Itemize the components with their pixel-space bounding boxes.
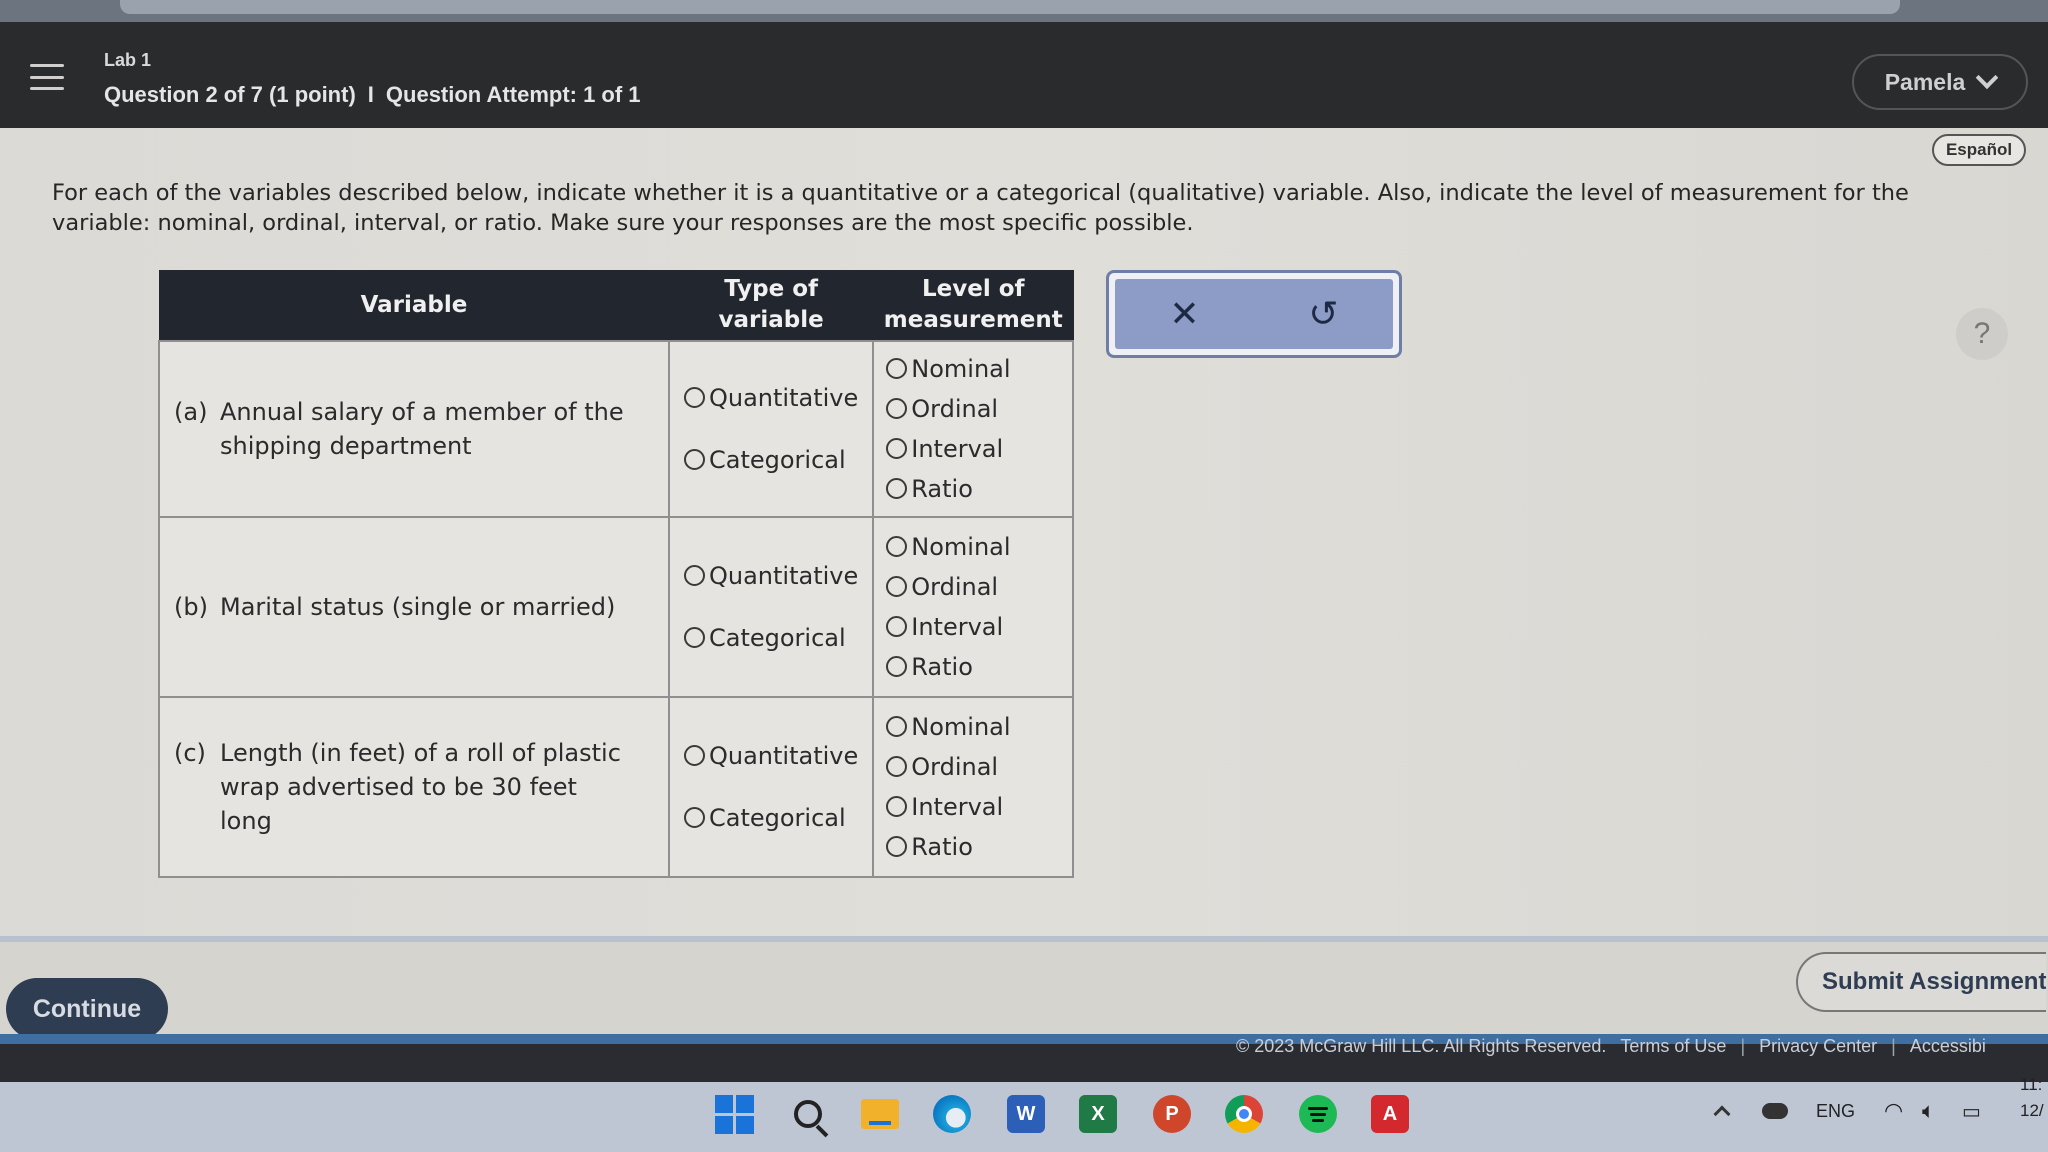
variable-description: Length (in feet) of a roll of plastic wrap advertised to be 30 feet long <box>220 738 621 835</box>
table-row-c <box>159 697 1073 877</box>
acrobat-icon[interactable]: A <box>1368 1092 1412 1136</box>
option-label: Nominal <box>911 532 1011 561</box>
user-menu-button[interactable] <box>1852 54 2028 110</box>
header-type-text: Type of variable <box>718 276 824 334</box>
option-label: Quantitative <box>709 741 859 770</box>
option-label: Interval <box>911 792 1004 821</box>
windows-start-icon[interactable] <box>712 1092 756 1136</box>
radio-a-ratio[interactable] <box>886 469 1060 509</box>
variable-cell <box>159 697 669 877</box>
radio-c-nominal[interactable] <box>886 707 1060 747</box>
option-label: Categorical <box>709 623 846 652</box>
option-label: Interval <box>911 434 1004 463</box>
radio-circle-icon[interactable] <box>684 807 705 828</box>
radio-a-interval[interactable] <box>886 429 1060 469</box>
accessibility-link[interactable]: Accessibi <box>1909 1036 1986 1056</box>
radio-a-nominal[interactable] <box>886 349 1060 389</box>
radio-circle-icon[interactable] <box>886 796 907 817</box>
table-row-b <box>159 517 1073 697</box>
radio-circle-icon[interactable] <box>684 627 705 648</box>
powerpoint-icon[interactable]: P <box>1150 1092 1194 1136</box>
radio-circle-icon[interactable] <box>886 358 907 379</box>
row-label: (a) <box>174 397 208 426</box>
search-icon[interactable] <box>786 1092 830 1136</box>
radio-circle-icon[interactable] <box>886 478 907 499</box>
radio-a-quantitative[interactable] <box>684 377 858 419</box>
copyright-line <box>1236 1036 1986 1057</box>
radio-b-nominal[interactable] <box>886 527 1060 567</box>
radio-b-interval[interactable] <box>886 607 1060 647</box>
edge-browser-icon[interactable] <box>930 1092 974 1136</box>
radio-circle-icon[interactable] <box>886 536 907 557</box>
radio-circle-icon[interactable] <box>684 565 705 586</box>
close-icon[interactable]: ✕ <box>1169 293 1200 334</box>
radio-c-ordinal[interactable] <box>886 747 1060 787</box>
header-type-of-variable <box>669 271 873 341</box>
browser-tab-strip <box>120 0 1900 14</box>
radio-circle-icon[interactable] <box>886 716 907 737</box>
table-row-a <box>159 341 1073 517</box>
header-level-of-measurement <box>873 271 1073 341</box>
option-label: Ratio <box>911 474 973 503</box>
hamburger-menu-icon[interactable] <box>30 64 64 90</box>
variable-cell <box>159 341 669 517</box>
radio-b-quantitative[interactable] <box>684 555 858 597</box>
header-level-text: Level of measurement <box>883 276 1063 334</box>
radio-c-quantitative[interactable] <box>684 735 858 777</box>
question-attempt: Question Attempt: 1 of 1 <box>385 82 641 107</box>
variable-cell <box>159 517 669 697</box>
clock-time: 11: <box>2020 1075 2043 1094</box>
header-variable: Variable <box>159 271 669 341</box>
tray-overflow-icon[interactable] <box>1716 1086 1728 1136</box>
radio-c-categorical[interactable] <box>684 797 858 839</box>
undo-icon[interactable]: ↺ <box>1308 293 1339 334</box>
excel-icon[interactable]: X <box>1076 1092 1120 1136</box>
option-label: Interval <box>911 612 1004 641</box>
browser-top-strip <box>0 0 2048 22</box>
battery-icon[interactable]: ▭ <box>1962 1100 1981 1123</box>
variable-description: Marital status (single or married) <box>220 592 616 621</box>
variables-table <box>158 270 1074 878</box>
radio-circle-icon[interactable] <box>886 438 907 459</box>
radio-circle-icon[interactable] <box>684 387 705 408</box>
word-icon[interactable]: W <box>1004 1092 1048 1136</box>
continue-button[interactable]: Continue <box>6 978 168 1040</box>
row-label: (c) <box>174 738 206 767</box>
copyright-text: © 2023 McGraw Hill LLC. All Rights Reserved. <box>1236 1036 1607 1056</box>
system-clock[interactable] <box>2020 1072 2044 1124</box>
radio-b-ratio[interactable] <box>886 647 1060 687</box>
chrome-icon[interactable] <box>1222 1092 1266 1136</box>
option-label: Ordinal <box>911 394 999 423</box>
answer-tools-panel <box>1106 270 1402 358</box>
type-cell <box>669 697 873 877</box>
footer-divider <box>0 936 2048 942</box>
option-label: Nominal <box>911 354 1011 383</box>
level-cell <box>873 517 1073 697</box>
language-toggle-button[interactable]: Español <box>1932 134 2026 166</box>
radio-circle-icon[interactable] <box>886 398 907 419</box>
radio-b-ordinal[interactable] <box>886 567 1060 607</box>
radio-c-ratio[interactable] <box>886 827 1060 867</box>
radio-circle-icon[interactable] <box>886 616 907 637</box>
option-label: Ratio <box>911 652 973 681</box>
footer-separator: | <box>1740 1036 1746 1056</box>
radio-circle-icon[interactable] <box>886 756 907 777</box>
help-button[interactable]: ? <box>1956 308 2008 360</box>
assignment-header <box>0 22 2048 128</box>
header-separator: I <box>367 82 374 107</box>
option-label: Quantitative <box>709 383 859 412</box>
chevron-down-icon <box>1976 66 1999 89</box>
user-name: Pamela <box>1884 68 1966 95</box>
option-label: Categorical <box>709 803 846 832</box>
radio-circle-icon[interactable] <box>886 656 907 677</box>
level-cell <box>873 697 1073 877</box>
variable-description: Annual salary of a member of the shipping department <box>220 397 624 460</box>
level-cell <box>873 341 1073 517</box>
radio-a-categorical[interactable] <box>684 439 858 481</box>
file-explorer-icon[interactable] <box>858 1092 902 1136</box>
spotify-icon[interactable] <box>1296 1092 1340 1136</box>
question-position: Question 2 of 7 (1 point) <box>104 82 356 107</box>
radio-c-interval[interactable] <box>886 787 1060 827</box>
radio-circle-icon[interactable] <box>886 836 907 857</box>
option-label: Categorical <box>709 445 846 474</box>
onedrive-icon[interactable] <box>1762 1086 1788 1136</box>
radio-circle-icon[interactable] <box>684 745 705 766</box>
option-label: Nominal <box>911 712 1011 741</box>
answer-tools-bar <box>1115 279 1393 349</box>
row-label: (b) <box>174 592 208 621</box>
question-instructions: For each of the variables described below, indicate whether it is a quantitative or a categorical (qualitative) variable. Also, indicate the level of measurement for the variable: nominal, ordinal, interval, or ratio. Make sure your responses are the most specific possible. <box>52 180 1909 236</box>
wifi-icon[interactable]: ◠ <box>1884 1098 1904 1123</box>
footer-separator: | <box>1891 1036 1896 1056</box>
option-label: Ratio <box>911 832 973 861</box>
question-info <box>104 82 641 108</box>
option-label: Quantitative <box>709 561 859 590</box>
option-label: Ordinal <box>911 572 999 601</box>
language-indicator[interactable]: ENG <box>1816 1100 1856 1121</box>
type-cell <box>669 341 873 517</box>
radio-circle-icon[interactable] <box>886 576 907 597</box>
radio-a-ordinal[interactable] <box>886 389 1060 429</box>
submit-assignment-button[interactable]: Submit Assignment <box>1796 952 2046 1012</box>
option-label: Ordinal <box>911 752 999 781</box>
volume-icon[interactable]: 🔈︎ <box>1922 1098 1936 1123</box>
type-cell <box>669 517 873 697</box>
terms-of-use-link[interactable]: Terms of Use <box>1620 1036 1727 1056</box>
lab-title: Lab 1 <box>104 50 152 70</box>
radio-b-categorical[interactable] <box>684 617 858 659</box>
radio-circle-icon[interactable] <box>684 449 705 470</box>
clock-date: 12/ <box>2020 1101 2044 1120</box>
privacy-center-link[interactable]: Privacy Center <box>1759 1036 1878 1056</box>
